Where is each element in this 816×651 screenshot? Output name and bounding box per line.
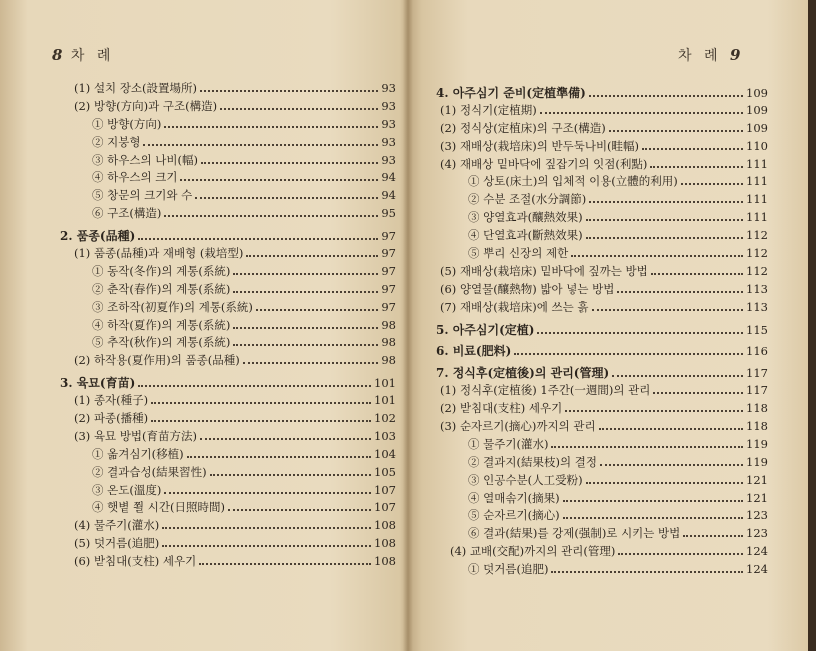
left-page-header [52,45,114,65]
toc-entry [436,436,768,454]
toc-entry [436,191,768,209]
toc-entry [60,482,396,500]
toc-entry-title: ⑤ 추작(秋作)의 계통(系統) [92,335,231,350]
dot-leader [540,112,743,114]
toc-entry [60,80,396,98]
toc-entry-title: (2) 하작용(夏作用)의 품종(品種) [74,353,240,368]
dot-leader [551,446,743,448]
dot-leader [600,464,743,466]
dot-leader [537,332,743,334]
dot-leader [551,571,743,573]
toc-entry-page: 121 [746,472,768,487]
dot-leader [233,273,378,275]
toc-entry-title: ② 결과습성(結果習性) [92,464,207,479]
toc-entry-title: (1) 설치 장소(設置場所) [74,81,198,95]
toc-entry [60,205,396,223]
toc-entry-page: 103 [374,428,396,443]
toc-entry-title: (7) 재배상(栽培床)에 쓰는 흙 [440,299,589,314]
toc-entry-page: 93 [381,98,396,113]
dot-leader [151,420,371,422]
dot-leader [164,126,378,128]
toc-entry-title: ② 결과지(結果枝)의 결정 [468,454,597,469]
dot-leader [246,255,378,257]
toc-entry-page: 95 [381,206,396,221]
toc-entry [60,428,396,446]
toc-entry-title: (3) 순자르기(摘心)까지의 관리 [440,419,596,434]
toc-entry-title: ④ 단열효과(斷熱效果) [468,228,583,243]
toc-entry-page: 110 [746,138,768,153]
toc-entry-page: 107 [374,500,396,515]
toc-entry-page: 117 [746,383,768,398]
toc-entry [60,317,396,335]
dot-leader [164,492,371,494]
toc-entry [436,120,768,138]
toc-entry [60,263,396,281]
dot-leader [199,563,371,565]
toc-entry [60,152,396,170]
toc-entry-title: (6) 양열물(釀熱物) 밟아 넣는 방법 [440,281,615,296]
toc-entry-page: 97 [381,229,396,244]
dot-leader [653,392,743,394]
toc-entry-page: 119 [746,436,768,451]
toc-entry-title: 2. 품종(品種) [60,229,136,244]
toc-entry-page: 121 [746,490,768,505]
toc-entry [436,525,768,543]
toc-entry-title: ④ 열매솎기(摘果) [468,490,560,505]
toc-entry-page: 113 [746,281,768,296]
toc-entry-page: 123 [746,526,768,541]
toc-entry-title: ⑤ 창문의 크기와 수 [92,188,193,203]
toc-entry-page: 111 [746,210,768,225]
toc-entry-page: 101 [374,393,396,408]
toc-entry-page: 93 [381,116,396,131]
toc-entry [60,517,396,535]
toc-entry-page: 101 [374,376,396,391]
toc-entry [60,535,396,553]
toc-entry [60,187,396,205]
toc-entry-page: 118 [746,401,768,416]
toc-entry-title: ③ 인공수분(人工受粉) [468,472,583,487]
dot-leader [164,215,378,217]
toc-entry [60,169,396,187]
dot-leader [180,179,378,181]
dot-leader [589,95,743,97]
toc-entry [436,245,768,263]
dot-leader [162,545,371,547]
dot-leader [681,183,743,185]
toc-entry-title: (1) 종자(種子) [74,393,149,408]
toc-entry-title: 4. 아주심기 준비(定植準備) [436,86,586,100]
toc-entry-page: 93 [381,81,396,95]
toc-entry-title: ④ 하우스의 크기 [92,170,178,185]
left-header-title: 차 례 [70,48,115,64]
book-edge [808,0,816,651]
toc-entry [60,227,396,245]
left-page-number: 8 [52,46,63,64]
right-page-header [678,45,740,65]
toc-entry [60,464,396,482]
toc-entry [436,507,768,525]
toc-entry-page: 107 [374,482,396,497]
toc-entry-title: ⑥ 결과(結果)를 강제(强制)로 시키는 방법 [468,526,681,541]
toc-entry [436,418,768,436]
toc-entry-title: (3) 육묘 방법(育苗方法) [74,428,198,443]
toc-entry [436,543,768,561]
toc-entry-title: (3) 재배상(栽培床)의 반두둑나비(畦幅) [440,138,640,153]
toc-entry [436,400,768,418]
toc-entry [60,299,396,317]
toc-entry [60,410,396,428]
toc-entry-title: (6) 받침대(支柱) 세우기 [74,554,197,569]
toc-entry-page: 123 [746,508,768,523]
toc-entry-page: 102 [374,411,396,426]
dot-leader [243,362,379,364]
toc-entry-page: 97 [381,246,396,261]
dot-leader [151,402,371,404]
toc-entry-title: (2) 받침대(支柱) 세우기 [440,401,563,416]
toc-entry-page: 113 [746,299,768,314]
toc-entry-title: (1) 품종(品種)과 재배형 (栽培型) [74,246,244,261]
toc-entry-title: 7. 정식후(定植後)의 관리(管理) [436,366,610,381]
toc-entry-title: (4) 교배(交配)까지의 관리(管理) [450,544,616,559]
dot-leader [618,553,743,555]
toc-entry-title: ② 춘작(春作)의 계통(系統) [92,281,231,296]
toc-entry [60,281,396,299]
toc-entry-page: 115 [746,322,768,337]
toc-entry-page: 94 [381,170,396,185]
toc-entry [436,561,768,579]
toc-entry-page: 112 [746,228,768,243]
toc-entry-page: 109 [746,102,768,117]
left-table-of-contents [60,80,396,571]
dot-leader [210,474,371,476]
dot-leader [514,353,743,355]
dot-leader [683,535,743,537]
toc-entry-title: ④ 햇볕 쬘 시간(日照時間) [92,500,225,515]
dot-leader [195,197,378,199]
dot-leader [642,148,743,150]
dot-leader [228,509,371,511]
toc-entry-page: 116 [746,344,768,359]
toc-entry [60,374,396,392]
toc-entry [436,227,768,245]
toc-entry-title: ② 지붕형 [92,134,141,149]
toc-entry [436,454,768,472]
toc-entry-page: 111 [746,192,768,207]
toc-entry-page: 108 [374,554,396,569]
dot-leader [571,255,743,257]
toc-entry-title: (1) 정식기(定植期) [440,102,537,117]
dot-leader [200,90,378,92]
dot-leader [565,410,743,412]
toc-entry-title: 3. 육묘(育苗) [60,376,136,391]
toc-entry [436,342,768,360]
toc-entry-title: 6. 비료(肥料) [436,344,512,359]
right-header-title: 차 례 [678,48,722,64]
right-page-number: 9 [729,46,741,64]
toc-entry-page: 98 [381,353,396,368]
toc-entry-title: ③ 온도(溫度) [92,482,162,497]
dot-leader [609,130,743,132]
toc-entry-page: 112 [746,246,768,261]
dot-leader [599,428,743,430]
toc-entry-title: (4) 물주기(灌水) [74,518,160,533]
toc-entry-page: 97 [381,299,396,314]
toc-entry-title: (2) 파종(播種) [74,411,149,426]
toc-entry-title: ③ 조하작(初夏作)의 계통(系統) [92,299,253,314]
toc-entry-title: (1) 정식후(定植後) 1주간(一週間)의 관리 [440,383,651,398]
toc-entry [436,156,768,174]
toc-entry-page: 98 [381,335,396,350]
toc-entry-page: 97 [381,263,396,278]
toc-entry-page: 109 [746,120,768,135]
toc-entry [436,102,768,120]
dot-leader [138,385,371,387]
toc-entry [60,352,396,370]
dot-leader [138,238,378,240]
book-gutter [403,0,413,651]
toc-entry-page: 104 [374,446,396,461]
toc-entry [60,134,396,152]
dot-leader [233,344,378,346]
toc-entry [436,382,768,400]
dot-leader [563,500,743,502]
toc-entry-page: 93 [381,152,396,167]
toc-entry [436,281,768,299]
dot-leader [233,327,378,329]
toc-entry-title: (5) 재배상(栽培床) 밑바닥에 짚까는 방법 [440,263,648,278]
dot-leader [233,291,378,293]
toc-entry-page: 108 [374,536,396,551]
toc-entry-title: ① 덧거름(追肥) [468,562,549,577]
dot-leader [143,144,378,146]
toc-entry-page: 93 [381,134,396,149]
dot-leader [617,291,743,293]
toc-entry [60,334,396,352]
toc-entry-page: 111 [746,156,768,171]
dot-leader [586,482,743,484]
toc-entry [60,446,396,464]
dot-leader [586,219,743,221]
toc-entry-title: (4) 재배상 밑바닥에 짚잡기의 잇점(利點) [440,156,648,171]
toc-entry-title: (5) 덧거름(追肥) [74,536,160,551]
toc-entry-title: ⑤ 순자르기(摘心) [468,508,560,523]
toc-entry [60,98,396,116]
toc-entry [436,173,768,191]
toc-entry-page: 98 [381,317,396,332]
toc-entry-page: 117 [746,366,768,381]
toc-entry [436,490,768,508]
toc-entry [436,364,768,382]
toc-entry [436,321,768,339]
dot-leader [612,375,743,377]
toc-entry [60,553,396,571]
toc-entry-title: ③ 하우스의 나비(幅) [92,152,198,167]
toc-entry [436,472,768,490]
toc-entry-page: 112 [746,263,768,278]
toc-entry-title: ① 상토(床土)의 입체적 이용(立體的利用) [468,174,678,189]
dot-leader [589,201,743,203]
dot-leader [187,456,371,458]
dot-leader [201,162,378,164]
toc-entry [60,245,396,263]
dot-leader [592,309,744,311]
toc-entry-title: ① 옮겨심기(移植) [92,446,184,461]
dot-leader [200,438,371,440]
toc-entry-title: ① 물주기(灌水) [468,436,549,451]
right-table-of-contents [436,80,768,579]
toc-entry-title: ⑤ 뿌리 신장의 제한 [468,246,569,261]
toc-entry-title: ① 방향(方向) [92,116,162,131]
toc-entry-title: ③ 양열효과(釀熱效果) [468,210,583,225]
toc-entry-page: 111 [746,174,768,189]
toc-entry [436,263,768,281]
toc-entry-title: ① 동작(冬作)의 계통(系統) [92,263,231,278]
toc-entry-page: 124 [746,562,768,577]
toc-entry [436,299,768,317]
dot-leader [220,108,378,110]
toc-entry-page: 97 [381,281,396,296]
toc-entry-title: 5. 아주심기(定植) [436,322,535,337]
dot-leader [162,527,371,529]
toc-entry [60,392,396,410]
toc-entry-page: 94 [381,188,396,203]
toc-entry-page: 118 [746,419,768,434]
toc-entry-page: 105 [374,464,396,479]
dot-leader [586,237,743,239]
toc-entry-title: (2) 방향(方向)과 구조(構造) [74,98,218,113]
toc-entry-title: (2) 정식상(定植床)의 구조(構造) [440,120,606,135]
toc-entry [436,138,768,156]
dot-leader [563,517,743,519]
dot-leader [256,309,378,311]
toc-entry-title: ④ 하작(夏作)의 계통(系統) [92,317,231,332]
toc-entry [436,209,768,227]
toc-entry-title: ② 수분 조절(水分調節) [468,192,587,207]
right-page [408,0,808,651]
dot-leader [651,273,743,275]
dot-leader [650,166,743,168]
toc-entry-page: 119 [746,454,768,469]
toc-entry-title: ⑥ 구조(構造) [92,206,162,221]
toc-entry [436,84,768,102]
toc-entry-page: 108 [374,518,396,533]
toc-entry-page: 109 [746,86,768,100]
toc-entry-page: 124 [746,544,768,559]
toc-entry [60,499,396,517]
toc-entry [60,116,396,134]
